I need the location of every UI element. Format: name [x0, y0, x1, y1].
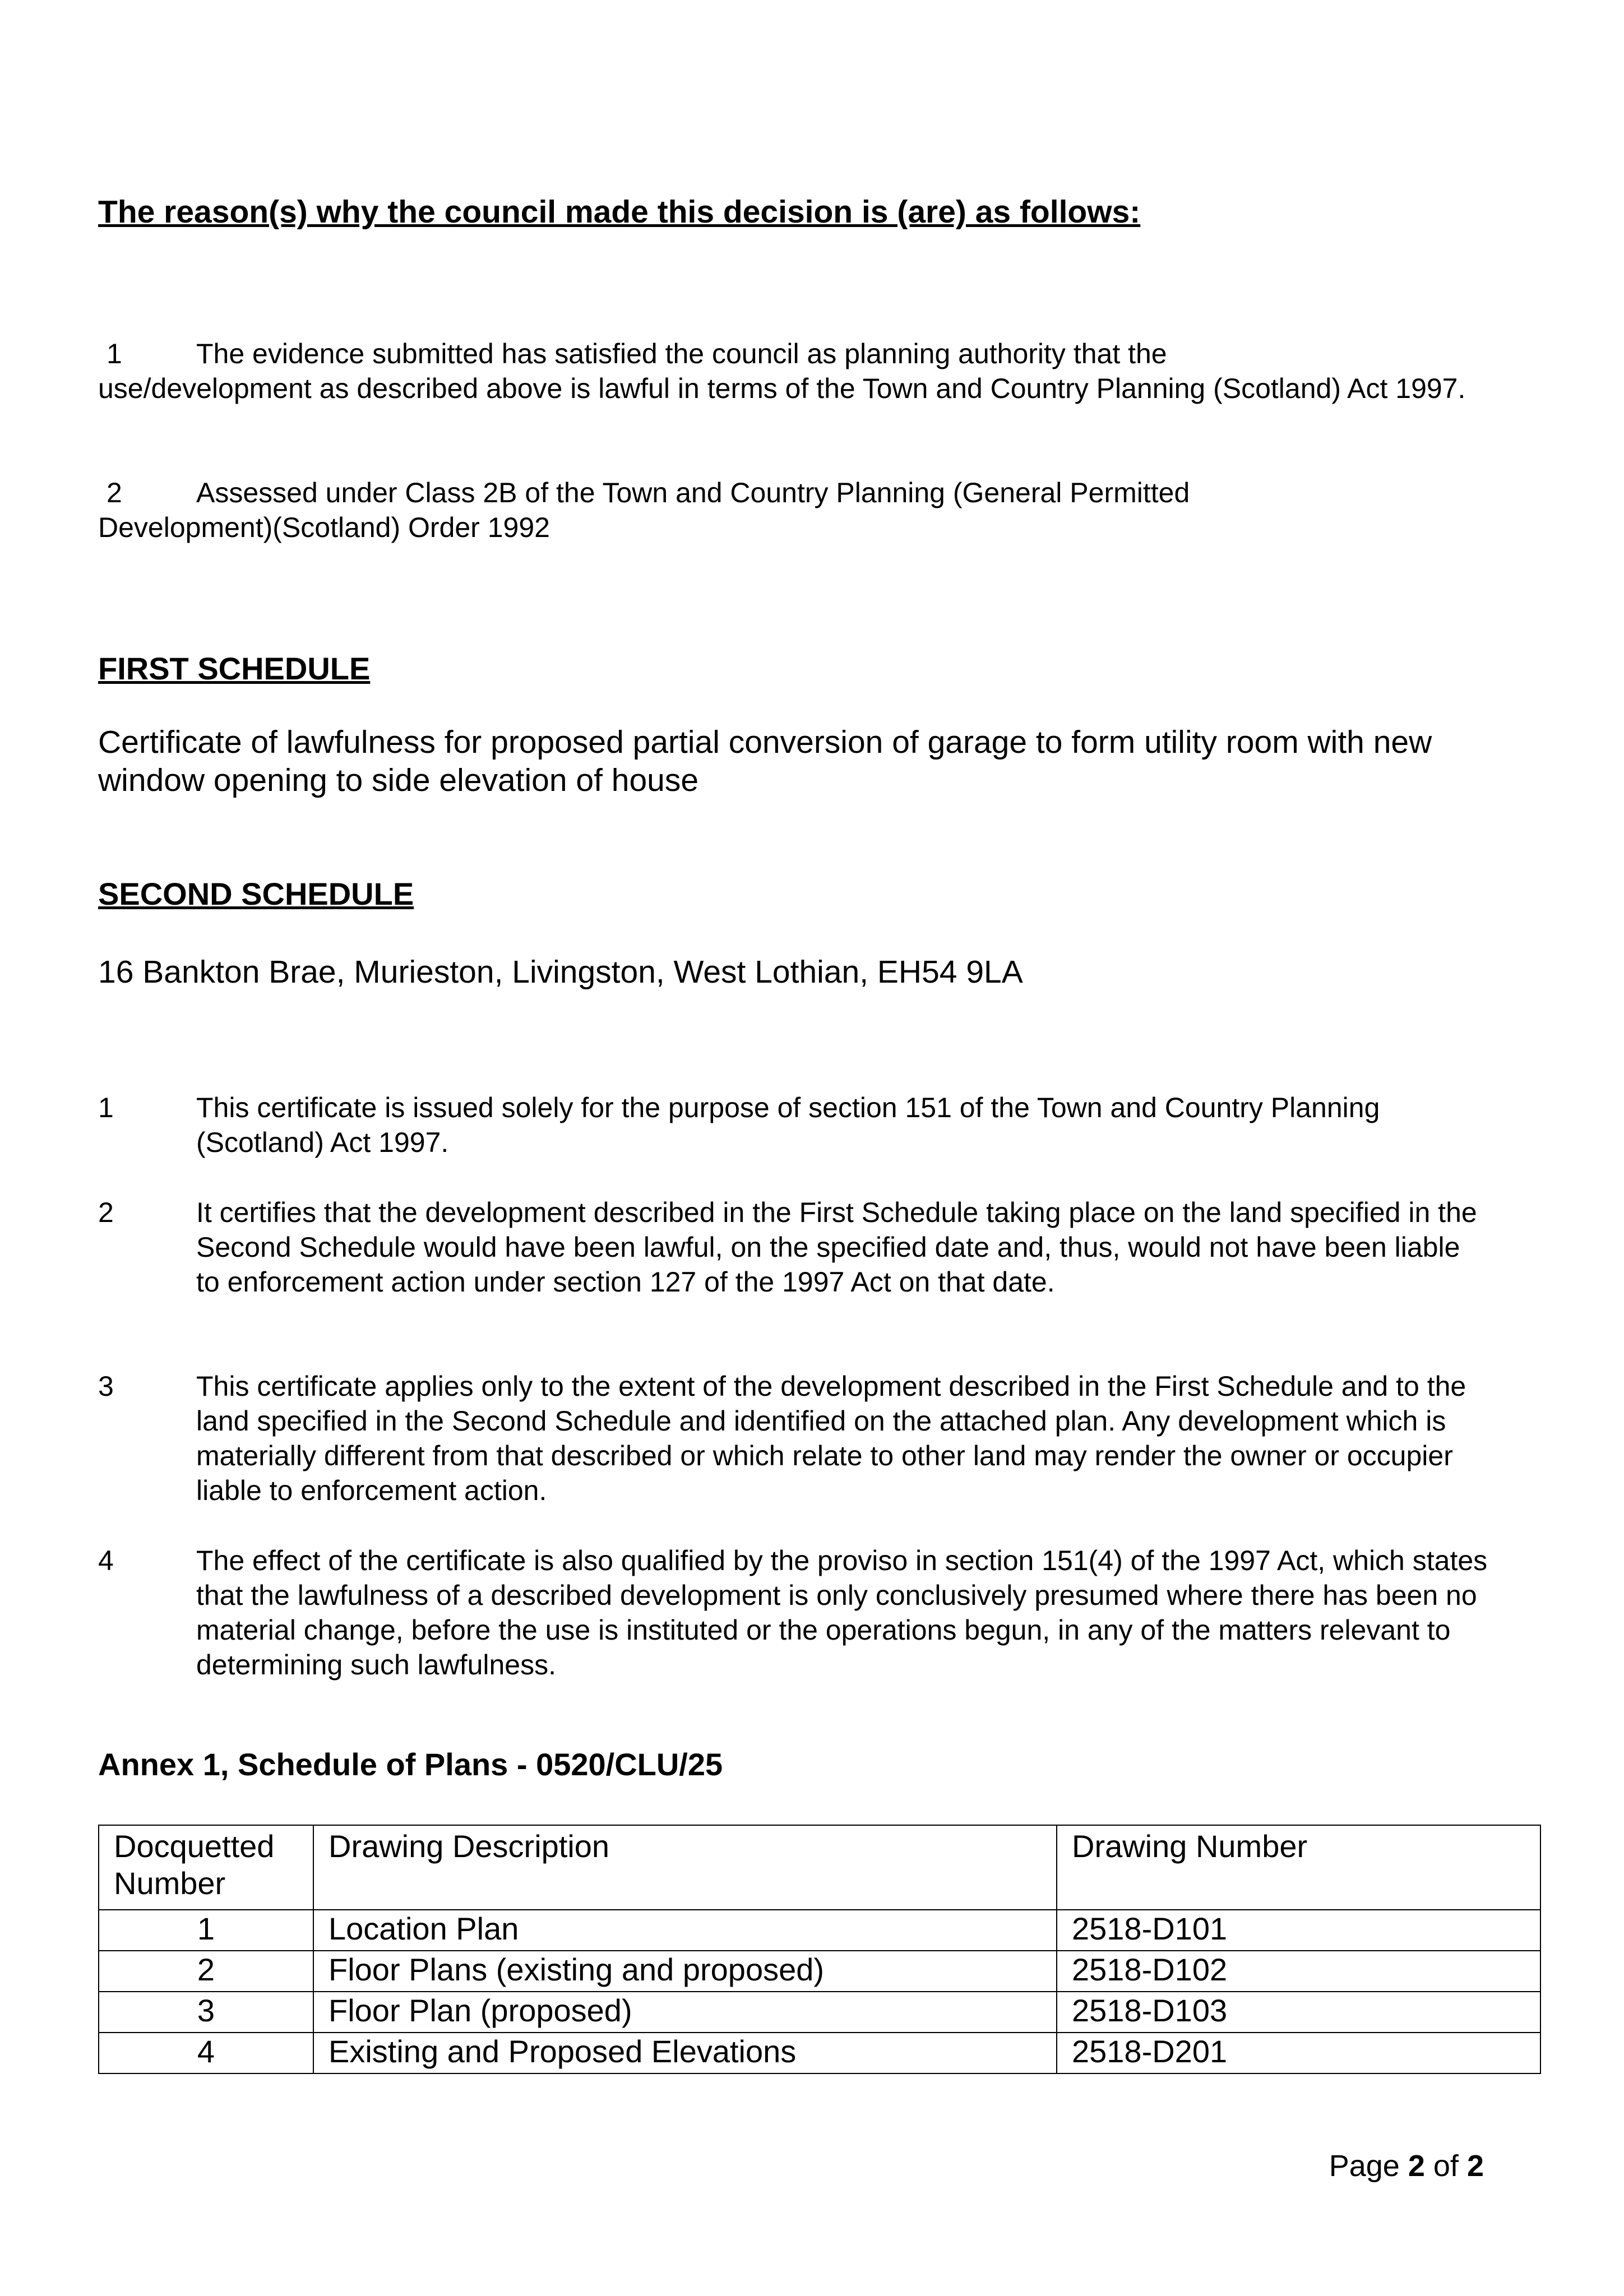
- note-item-1: [98, 1090, 1488, 1160]
- note-text: This certificate is issued solely for the purpose of section 151 of the Town and Country Planning (Scotland) Act 1997.: [196, 1092, 1380, 1158]
- schedule-of-plans-table: [98, 1825, 1541, 2074]
- reason-text-continuation: use/development as described above is lawful in terms of the Town and Country Planning (Scotland) Act 1997.: [98, 373, 1466, 404]
- reason-text: Assessed under Class 2B of the Town and Country Planning (General Permitted: [196, 477, 1190, 508]
- table-header-row: [99, 1825, 1540, 1910]
- note-text: The effect of the certificate is also qualified by the proviso in section 151(4) of the 1997 Act, which states that the lawfulness of a described development is only conclusively presumed where there has been no material change, before the use is instituted or the operations begun, in any of the matters relevant to determining such lawfulness.: [196, 1545, 1488, 1681]
- drawing-description-cell: Location Plan: [313, 1910, 1057, 1951]
- page-number-prefix: Page: [1329, 2149, 1400, 2183]
- docquetted-number-cell: 2: [99, 1951, 313, 1992]
- docquetted-number-cell: 3: [99, 1992, 313, 2033]
- reasons-heading: The reason(s) why the council made this decision is (are) as follows:: [98, 194, 1141, 230]
- page-number: [1329, 2148, 1484, 2184]
- reason-text: The evidence submitted has satisfied the council as planning authority that the: [196, 338, 1167, 369]
- note-number: 4: [98, 1545, 114, 1576]
- drawing-number-cell: 2518-D102: [1057, 1951, 1540, 1992]
- reason-number: 1: [107, 338, 122, 369]
- table-row: [99, 1992, 1540, 2033]
- second-schedule-address: 16 Bankton Brae, Murieston, Livingston, West Lothian, EH54 9LA: [98, 954, 1023, 990]
- reason-item-2: [98, 475, 1522, 545]
- page-number-of: of: [1433, 2149, 1459, 2183]
- note-number: 3: [98, 1371, 114, 1402]
- note-item-2: [98, 1195, 1488, 1299]
- docquetted-number-cell: 1: [99, 1910, 313, 1951]
- table-row: [99, 2033, 1540, 2073]
- column-header-docquetted-number: Docquetted Number: [99, 1825, 313, 1910]
- drawing-description-cell: Floor Plan (proposed): [313, 1992, 1057, 2033]
- note-number: 1: [98, 1092, 114, 1123]
- table-row: [99, 1951, 1540, 1992]
- column-header-drawing-description: Drawing Description: [313, 1825, 1057, 1910]
- note-text: It certifies that the development described in the First Schedule taking place on the land specified in the Second Schedule would have been lawful, on the specified date and, thus, would not have been liable to enforcement action under section 127 of the 1997 Act on that date.: [196, 1197, 1477, 1298]
- drawing-description-cell: Existing and Proposed Elevations: [313, 2033, 1057, 2073]
- reason-item-1: [98, 336, 1522, 406]
- docquetted-number-cell: 4: [99, 2033, 313, 2073]
- first-schedule-text: Certificate of lawfulness for proposed partial conversion of garage to form utility room with new window opening to side elevation of house: [98, 724, 1432, 798]
- drawing-number-cell: 2518-D201: [1057, 2033, 1540, 2073]
- column-header-drawing-number: Drawing Number: [1057, 1825, 1540, 1910]
- page-number-total: 2: [1466, 2149, 1484, 2183]
- note-number: 2: [98, 1197, 114, 1228]
- annex-heading: Annex 1, Schedule of Plans - 0520/CLU/25: [98, 1747, 723, 1782]
- note-item-3: [98, 1369, 1488, 1508]
- drawing-description-cell: Floor Plans (existing and proposed): [313, 1951, 1057, 1992]
- first-schedule-heading: FIRST SCHEDULE: [98, 651, 371, 686]
- table-row: [99, 1910, 1540, 1951]
- second-schedule-heading: SECOND SCHEDULE: [98, 876, 414, 911]
- reason-number: 2: [107, 477, 122, 508]
- drawing-number-cell: 2518-D101: [1057, 1910, 1540, 1951]
- note-text: This certificate applies only to the extent of the development described in the First Schedule and to the land specified in the Second Schedule and identified on the attached plan. Any development which is materially different from that described or which relate to other land may render the owner or occupier liable to enforcement action.: [196, 1371, 1466, 1506]
- drawing-number-cell: 2518-D103: [1057, 1992, 1540, 2033]
- page-number-current: 2: [1408, 2149, 1425, 2183]
- note-item-4: [98, 1543, 1488, 1682]
- reason-text-continuation: Development)(Scotland) Order 1992: [98, 512, 550, 543]
